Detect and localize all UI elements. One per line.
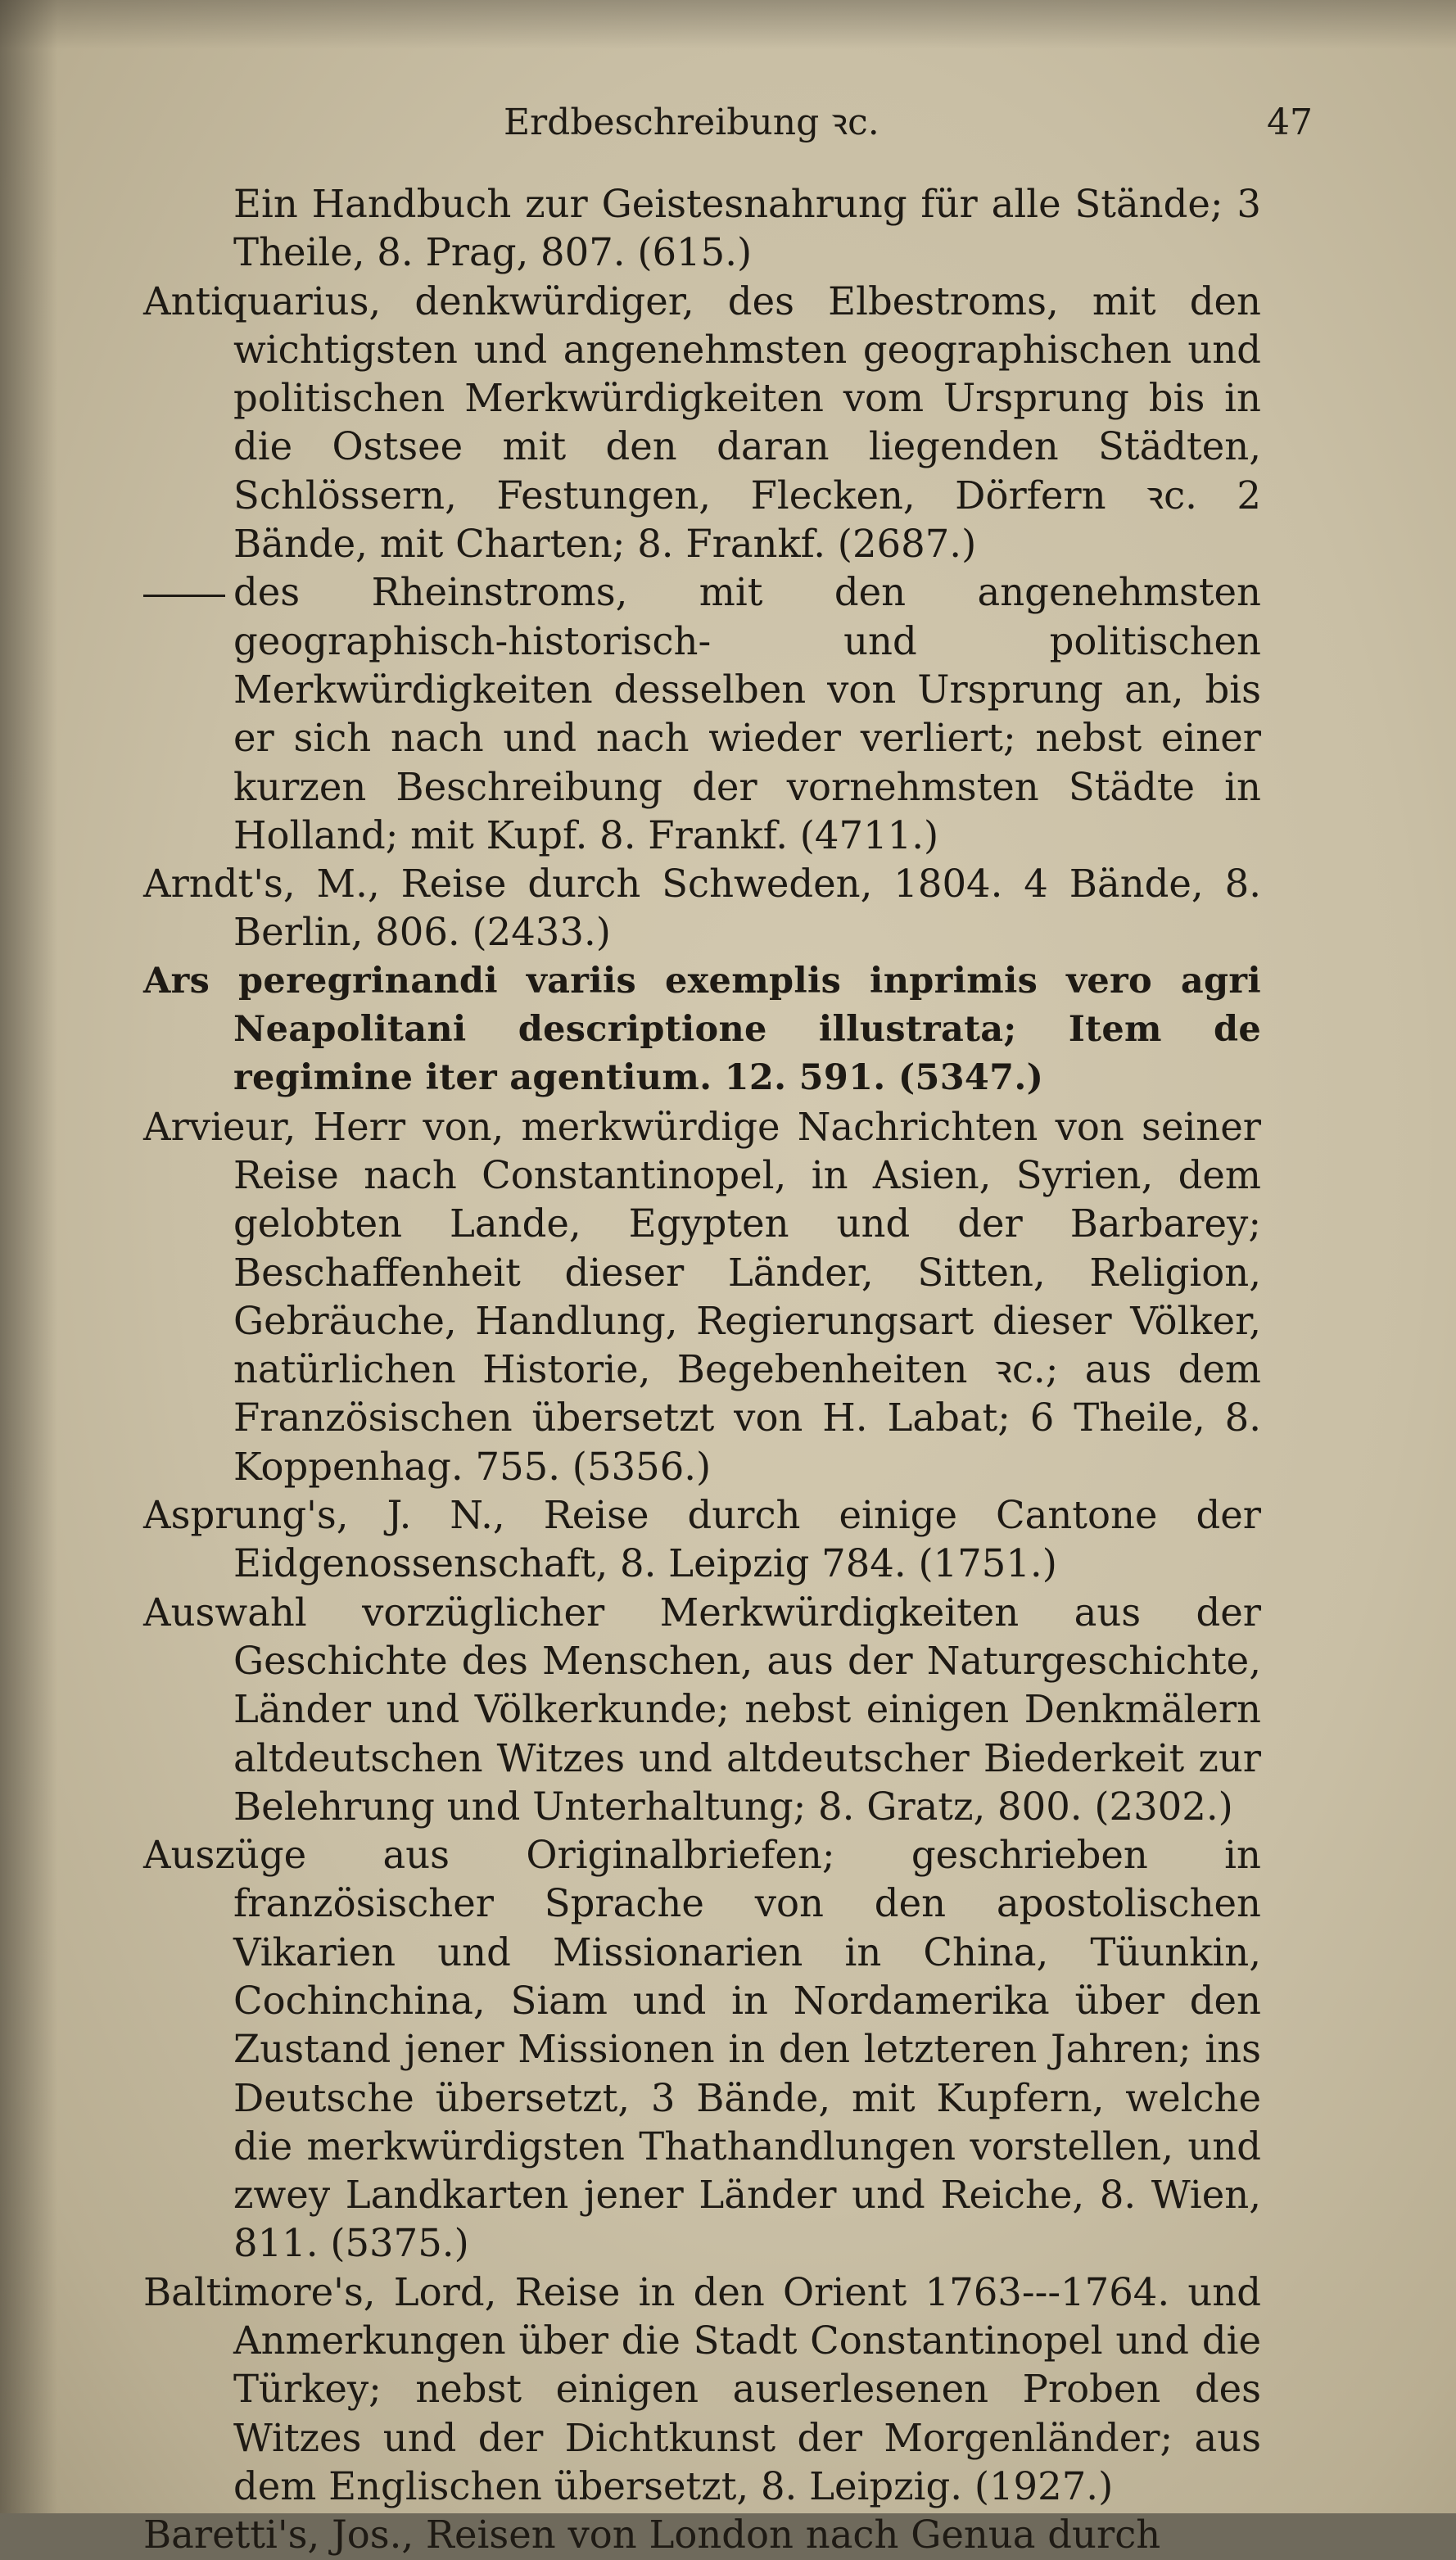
catalog-entry: Antiquarius, denkwürdiger, des Elbestroms, mit den wichtigsten und angenehmsten geographischen und politischen Merkwürdigkeiten vom Ursprung bis in die Ostsee mit den daran liegenden Städten, Schlössern, Festungen, Flecken, Dörfern ꝛc. 2 Bände, mit Charten; 8. Frankf. (2687.) [143,278,1261,567]
catalog-entry: Baltimore's, Lord, Reise in den Orient 1763---1764. und Anmerkungen über die Stadt Constantinopel und die Türkey; nebst einigen auserlesenen Proben des Witzes und der Dichtkunst der Morgenländer; aus dem Englischen übersetzt, 8. Leipzig. (1927.) [143,2269,1261,2508]
catalog-entry: Arvieur, Herr von, merkwürdige Nachrichten von seiner Reise nach Constantinopel, in Asien, Syrien, dem gelobten Lande, Egypten und der Barbarey; Beschaffenheit dieser Länder, Sitten, Religion, Gebräuche, Handlung, Regierungsart dieser Völker, natürlichen Historie, Begebenheiten ꝛc.; aus dem Französischen übersetzt von H. Labat; 6 Theile, 8. Koppenhag. 755. (5356.) [143,1104,1261,1489]
page-shadow-left [0,0,57,2513]
page-number: 47 [1267,102,1313,143]
running-head-title: Erdbeschreibung ꝛc. [504,102,879,143]
ditto-dash [143,595,225,597]
catalog-entry: Arndt's, M., Reise durch Schweden, 1804. 4 Bände, 8. Berlin, 806. (2433.) [143,862,1261,955]
catalog-entries [143,180,1261,2560]
catalog-entry: Auszüge aus Originalbriefen; geschrieben in französischer Sprache von den apostolischen Vikarien und Missionarien in China, Tüunkin, Cochinchina, Siam und in Nordamerika über den Zustand jener Missionen in den letzteren Jahren; ins Deutsche übersetzt, 3 Bände, mit Kupfern, welche die merkwürdigsten Thathandlungen vorstellen, und zwey Landkarten jener Länder und Reiche, 8. Wien, 811. (5375.) [143,1833,1261,2266]
catalog-entry: Auswahl vorzüglicher Merkwürdigkeiten aus der Geschichte des Menschen, aus der Naturgeschichte, Länder und Völkerkunde; nebst einigen Denkmälern altdeutschen Witzes und altdeutscher Biederkeit zur Belehrung und Unterhaltung; 8. Gratz, 800. (2302.) [143,1590,1261,1829]
catalog-entry: des Rheinstroms, mit den angenehmsten geographisch-historisch- und politischen Merkwürdigkeiten desselben von Ursprung an, bis er sich nach und nach wieder verliert; nebst einer kurzen Beschreibung der vornehmsten Städte in Holland; mit Kupf. 8. Frankf. (4711.) [143,568,1261,860]
catalog-entry: Baretti's, Jos., Reisen von London nach Genua durch [143,2513,1161,2558]
page-shadow-top [0,0,1456,49]
catalog-entry-latin: Ars peregrinandi variis exemplis inprimis vero agri Neapolitani descriptione illustrata; Item de regimine iter agentium. 12. 591. (5347.) [143,960,1261,1099]
catalog-entry: Asprung's, J. N., Reise durch einige Cantone der Eidgenossenschaft, 8. Leipzig 784. (1751.) [143,1493,1261,1586]
running-head [143,98,1313,147]
catalog-entry: Ein Handbuch zur Geistesnahrung für alle Stände; 3 Theile, 8. Prag, 807. (615.) [233,182,1261,275]
